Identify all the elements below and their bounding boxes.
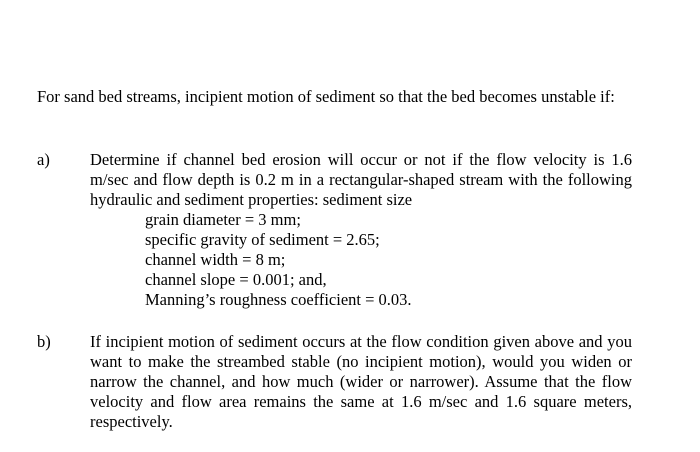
question-b-text: If incipient motion of sediment occurs at the flow condition given above and you want to make the streambed stable (no incipient motion), would you widen or narrow the channel, and how much (wider or narrower). Assume that the flow velocity and flow area remains the same at 1.6 m/sec and 1.6 square meters, respectively. xyxy=(90,332,632,431)
property-manning-coefficient: Manning’s roughness coefficient = 0.03. xyxy=(145,290,412,309)
intro-paragraph: For sand bed streams, incipient motion of sediment so that the bed becomes unstable if: xyxy=(37,87,615,106)
sediment-properties-list xyxy=(90,210,632,310)
property-channel-width: channel width = 8 m; xyxy=(145,250,286,269)
property-specific-gravity: specific gravity of sediment = 2.65; xyxy=(145,230,380,249)
question-a-label: a) xyxy=(37,150,50,169)
question-a-body xyxy=(90,150,632,310)
question-b-label: b) xyxy=(37,332,51,351)
question-a-text: Determine if channel bed erosion will occur or not if the flow velocity is 1.6 m/sec and flow depth is 0.2 m in a rectangular-shaped stream with the following hydraulic and sediment properties: sediment size xyxy=(90,150,632,209)
property-grain-diameter: grain diameter = 3 mm; xyxy=(145,210,301,229)
property-channel-slope: channel slope = 0.001; and, xyxy=(145,270,327,289)
